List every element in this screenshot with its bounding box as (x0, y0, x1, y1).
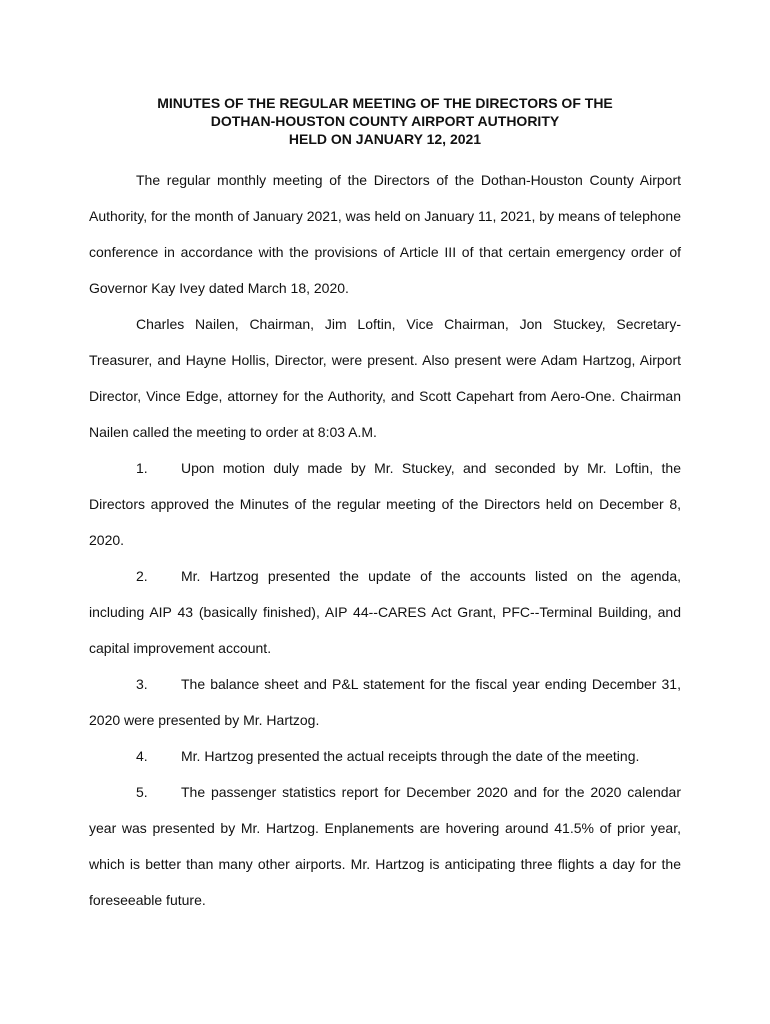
document-body (89, 162, 681, 918)
item-number: 4. (136, 748, 148, 764)
attendance-paragraph: Charles Nailen, Chairman, Jim Loftin, Vice Chairman, Jon Stuckey, Secretary-Treasurer, and Hayne Hollis, Director, were present. Also present were Adam Hartzog, Airport Director, Vince Edge, attorney for the Authority, and Scott Capehart from Aero-One. Chairman Nailen called the meeting to order at 8:03 A.M. (89, 316, 681, 440)
document-title (0, 94, 770, 148)
agenda-item-1 (89, 450, 681, 558)
agenda-item-3 (89, 666, 681, 738)
item-text: The passenger statistics report for December 2020 and for the 2020 calendar year was presented by Mr. Hartzog. Enplanements are hovering around 41.5% of prior year, which is better than many other airports. Mr. Hartzog is anticipating three flights a day for the foreseeable future. (89, 784, 681, 908)
title-line-3: HELD ON JANUARY 12, 2021 (288, 131, 482, 147)
item-text: Mr. Hartzog presented the actual receipts through the date of the meeting. (181, 748, 640, 764)
item-number: 5. (136, 784, 148, 800)
item-text: The balance sheet and P&L statement for the fiscal year ending December 31, 2020 were presented by Mr. Hartzog. (89, 676, 681, 728)
title-line-1: MINUTES OF THE REGULAR MEETING OF THE DIRECTORS OF THE (157, 95, 613, 111)
agenda-item-5 (89, 774, 681, 918)
item-number: 3. (136, 676, 148, 692)
item-number: 1. (136, 460, 148, 476)
agenda-item-2 (89, 558, 681, 666)
intro-paragraph: The regular monthly meeting of the Directors of the Dothan-Houston County Airport Authority, for the month of January 2021, was held on January 11, 2021, by means of telephone conference in accordance with the provisions of Article III of that certain emergency order of Governor Kay Ivey dated March 18, 2020. (89, 172, 681, 296)
item-text: Mr. Hartzog presented the update of the accounts listed on the agenda, including AIP 43 (basically finished), AIP 44--CARES Act Grant, PFC--Terminal Building, and capital improvement account. (89, 568, 681, 656)
agenda-item-4 (89, 738, 681, 774)
title-line-2: DOTHAN-HOUSTON COUNTY AIRPORT AUTHORITY (210, 113, 560, 129)
item-number: 2. (136, 568, 148, 584)
item-text: Upon motion duly made by Mr. Stuckey, and seconded by Mr. Loftin, the Directors approved the Minutes of the regular meeting of the Directors held on December 8, 2020. (89, 460, 681, 548)
